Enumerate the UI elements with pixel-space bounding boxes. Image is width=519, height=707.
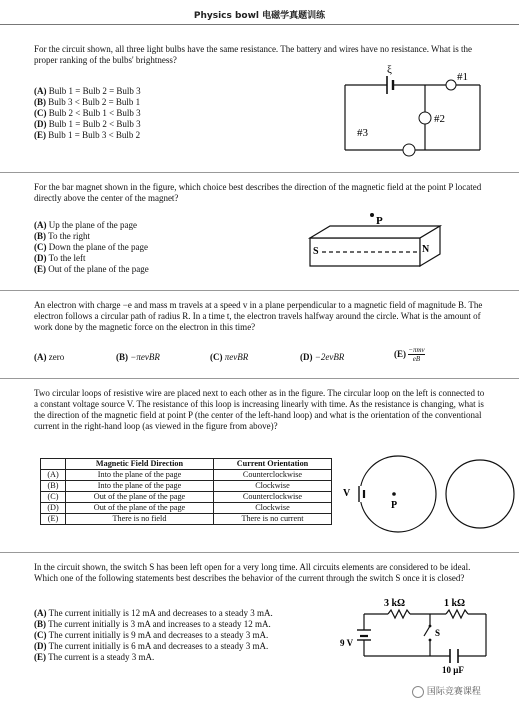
divider-2 xyxy=(0,290,519,291)
q1-option-a: (A) Bulb 1 = Bulb 2 = Bulb 3 xyxy=(34,86,141,96)
q3-option-a: (A) zero xyxy=(34,352,65,362)
q1-options xyxy=(34,86,141,141)
watermark xyxy=(412,684,481,698)
q1-bulb3-label: #3 xyxy=(357,127,368,139)
q1-stem: For the circuit shown, all three light bulbs have the same resistance. The battery and wires have no resistance. What is the proper ranking of the bulbs' brightness? xyxy=(34,44,473,65)
q5-option-d: (D) The current initially is 6 mA and decreases to a steady 3 mA. xyxy=(34,641,269,651)
q1-option-b: (B) Bulb 3 < Bulb 2 = Bulb 1 xyxy=(34,97,141,107)
q5-option-b: (B) The current initially is 3 mA and increases to a steady 12 mA. xyxy=(34,619,271,629)
q3-stem: An electron with charge −e and mass m travels at a speed v in a plane perpendicular to a magnetic field of magnitude B. The electron follows a circular path of radius R. In a time t, the electron travels halfway around the circle. What is the amount of work done by the magnetic force on the electron in this time? xyxy=(34,300,483,332)
q3-option-b: (B) −πevBR xyxy=(116,352,160,362)
q1-bulb2-label: #2 xyxy=(434,113,445,125)
page-header-title: Physics bowl 电磁学真题训练 xyxy=(193,11,326,21)
q2-bar-magnet-diagram xyxy=(300,208,460,278)
q2-option-a: (A) Up the plane of the page xyxy=(34,220,137,230)
q4-point-p-label: P xyxy=(391,500,398,511)
header-divider xyxy=(0,24,519,25)
q2-option-d: (D) To the left xyxy=(34,253,86,263)
table-row: (B) Into the plane of the page Clockwise xyxy=(41,481,332,492)
q3-option-e: (E) −πmv eB xyxy=(394,346,425,363)
q1-option-c: (C) Bulb 2 < Bulb 1 < Bulb 3 xyxy=(34,108,141,118)
q4-loops-diagram xyxy=(338,452,518,544)
q2-option-b: (B) To the right xyxy=(34,231,90,241)
divider-3 xyxy=(0,378,519,379)
q5-resistor1-label: 3 kΩ xyxy=(384,598,406,609)
q5-option-c: (C) The current initially is 9 mA and decreases to a steady 3 mA. xyxy=(34,630,269,640)
q5-option-a: (A) The current initially is 12 mA and decreases to a steady 3 mA. xyxy=(34,608,273,618)
watermark-text: 国际竞赛课程 xyxy=(426,687,481,697)
table-row: (C) Out of the plane of the page Counterclockwise xyxy=(41,492,332,503)
divider-4 xyxy=(0,552,519,553)
table-row: (D) Out of the plane of the page Clockwise xyxy=(41,503,332,514)
q2-north-label: N xyxy=(422,244,430,255)
q2-south-label: S xyxy=(313,246,319,257)
q2-point-p-label: P xyxy=(376,215,383,227)
q3-option-d: (D) −2evBR xyxy=(300,352,345,362)
q1-emf-label: ξ xyxy=(387,64,392,76)
q5-stem: In the circuit shown, the switch S has been left open for a very long time. All circuits elements are considered to be ideal. Which one of the following statements best describes the behavior of the current through the switch S once it is closed? xyxy=(34,562,471,583)
q5-battery-label: 9 V xyxy=(340,638,354,648)
q3-option-c: (C) πevBR xyxy=(210,352,249,362)
q1-circuit-diagram xyxy=(335,62,495,162)
q1-option-e: (E) Bulb 1 = Bulb 3 < Bulb 2 xyxy=(34,130,141,140)
q5-switch-label: S xyxy=(435,628,441,638)
divider-1 xyxy=(0,172,519,173)
q4-voltage-label: V xyxy=(343,488,351,499)
q5-resistor2-label: 1 kΩ xyxy=(444,598,466,609)
q1-option-d: (D) Bulb 1 = Bulb 2 < Bulb 3 xyxy=(34,119,141,129)
q2-options xyxy=(34,220,149,275)
q5-option-e: (E) The current is a steady 3 mA. xyxy=(34,652,155,662)
q2-stem: For the bar magnet shown in the figure, which choice best describes the direction of the magnetic field at the point P located directly above the center of the magnet? xyxy=(34,182,482,203)
wechat-icon xyxy=(412,686,424,698)
q4-stem: Two circular loops of resistive wire are placed next to each other as in the figure. The circular loop on the left is connected to a constant voltage source V. The resistance of this loop is increasing linearly with time. As the resistance is changing, what is the direction of the magnetic field at point P (the center of the left-hand loop) and what is the orientation of the conventional current in the right-hand loop (as viewed in the figure from above)? xyxy=(34,388,485,431)
q2-option-e: (E) Out of the plane of the page xyxy=(34,264,149,274)
q1-bulb1-label: #1 xyxy=(457,71,468,83)
q2-option-c: (C) Down the plane of the page xyxy=(34,242,148,252)
q4-table-header-row: Magnetic Field Direction Current Orientation xyxy=(41,459,332,470)
q4-answer-table xyxy=(40,458,332,525)
q5-circuit-diagram xyxy=(340,596,500,676)
q5-capacitor-label: 10 μF xyxy=(442,665,464,675)
table-row: (A) Into the plane of the page Counterclockwise xyxy=(41,470,332,481)
q5-options xyxy=(34,608,273,663)
table-row: (E) There is no field There is no current xyxy=(41,514,332,525)
